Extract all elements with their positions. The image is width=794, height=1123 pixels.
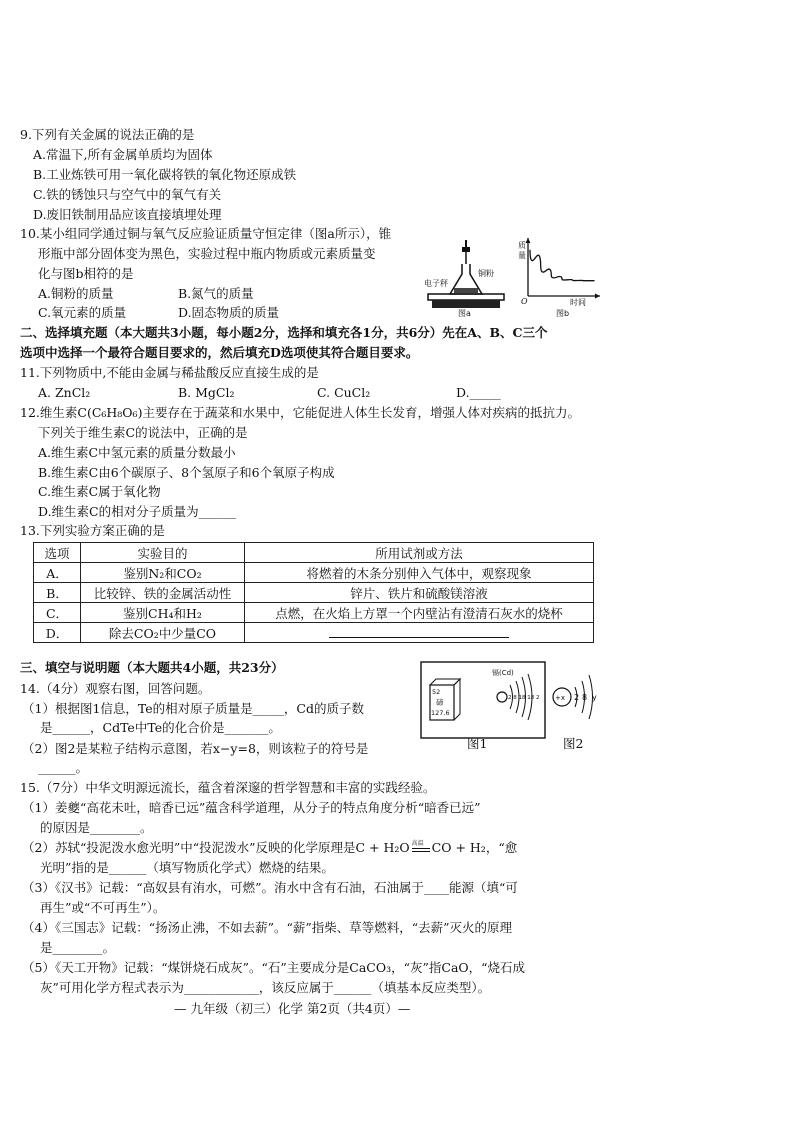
q12-stem-line2: 下列关于维生素C的说法中，正确的是 (38, 425, 248, 440)
table-cell: C． (34, 603, 81, 623)
q13-table (33, 542, 594, 643)
table-row (34, 563, 594, 583)
cd-label: 镉(Cd) (492, 669, 514, 677)
q15-part2-line2: 光明”指的是______（填写物质化学式）燃烧的结果。 (40, 860, 334, 875)
q15-part1-line1: （1）姜夔“高花未吐，暗香已远”蕴含科学道理，从分子的特点角度分析“暗香已远” (22, 800, 481, 815)
q13-stem: 13.下列实验方案正确的是 (20, 523, 165, 538)
q14-stem: 14.（4分）观察右图，回答问题。 (20, 681, 211, 696)
figure-a-scale-label: 电子秤 (424, 279, 448, 288)
shell-3-electrons: y (592, 693, 597, 702)
q14-part2-line1: （2）图2是某粒子结构示意图，若x−y=8，则该粒子的符号是 (22, 741, 369, 756)
cd-shell-counts: 2 8 18 18 2 (508, 695, 540, 701)
figure-1-element-cell (420, 661, 546, 739)
q10-stem-line3: 化与图b相符的是 (38, 266, 134, 281)
q9-option-d: D.废旧铁制用品应该直接填埋处理 (33, 207, 222, 222)
figure-a-apparatus (418, 236, 508, 318)
q15-stem: 15.（7分）中华文明源远流长，蕴含着深邃的哲学智慧和丰富的实践经验。 (20, 780, 436, 795)
table-cell: D． (34, 623, 81, 643)
q12-option-a: A.维生素C中氢元素的质量分数最小 (38, 445, 236, 460)
figure-1-caption: 图1 (467, 736, 488, 751)
q11-option-a: A. ZnCl₂ (38, 385, 91, 400)
page-footer: — 九年级（初三）化学 第2页（共4页）— (174, 1001, 411, 1016)
figure-b-caption: 图b (556, 309, 570, 318)
table-cell: 将燃着的木条分别伸入气体中，观察现象 (245, 563, 594, 583)
table-cell: A． (34, 563, 81, 583)
table-cell: 鉴别N₂和CO₂ (81, 563, 245, 583)
q15-part4-line1: （4）《三国志》记载：“扬汤止沸，不如去薪”。“薪”指柴、草等燃料，“去薪”灭火的原理 (22, 920, 513, 935)
q15-part2-line1 (22, 840, 517, 856)
nucleus-charge: +x (555, 694, 566, 702)
q15-part5-line2: 灰”可用化学方程式表示为____________，该反应属于______（填基本反应类型）。 (40, 980, 491, 995)
section-2-title-line1: 二、选择填充题（本大题共3小题，每小题2分，选择和填充各1分，共6分）先在A、B、C三个 (20, 325, 548, 340)
q11-option-d: D._____ (456, 385, 501, 400)
table-row (34, 623, 594, 643)
figure-2-particle-diagram (550, 664, 600, 734)
q9-option-a: A.常温下,所有金属单质均为固体 (33, 147, 213, 162)
figure-b-chart (514, 236, 604, 318)
table-header-cell: 实验目的 (81, 543, 245, 563)
figure-b-origin: O (521, 297, 528, 306)
q14-part1-line1: （1）根据图1信息，Te的相对原子质量是_____，Cd的质子数 (22, 701, 364, 716)
q11-option-c: C. CuCl₂ (317, 385, 371, 400)
q15-part3-line2: 再生”或“不可再生”）。 (40, 900, 166, 915)
element-name: 碲 (436, 698, 444, 707)
figure-a-caption: 图a (458, 309, 471, 318)
q10-option-c: C.氧元素的质量 (38, 305, 127, 320)
q12-option-b: B.维生素C由6个碳原子、8个氢原子和6个氧原子构成 (38, 465, 335, 480)
q15-part3-line1: （3）《汉书》记载：“高奴县有洧水，可燃”。洧水中含有石油，石油属于____能源（填“可 (22, 880, 518, 895)
q15-part4-line2: 是________。 (40, 940, 116, 955)
q12-stem-line1: 12.维生素C(C₆H₈O₆)主要存在于蔬菜和水果中，它能促进人体生长发育，增强人体对疾病的抵抗力。 (20, 405, 580, 420)
q15-part1-line2: 的原因是________。 (40, 820, 153, 835)
q10-option-a: A.铜粉的质量 (38, 286, 114, 301)
figure-a-powder-label: 铜粉 (478, 269, 494, 278)
q9-stem: 9.下列有关金属的说法正确的是 (20, 127, 195, 142)
shell-1-electrons: 2 (574, 693, 580, 702)
equals-line-top (412, 848, 430, 849)
table-cell: 除去CO₂中少量CO (81, 623, 245, 643)
section-3-title: 三、填空与说明题（本大题共4小题，共23分） (20, 660, 284, 675)
q9-option-b: B.工业炼铁可用一氧化碳将铁的氧化物还原成铁 (33, 167, 297, 182)
section-2-title-line2: 选项中选择一个最符合题目要求的，然后填充D选项使其符合题目要求。 (20, 345, 419, 360)
q15-part5-line1: （5）《天工开物》记载：“煤饼烧石成灰”。“石”主要成分是CaCO₃，“灰”指CaO，“烧石成 (22, 960, 526, 975)
q15-part2-equation-right: CO + H₂，“愈 (431, 840, 518, 855)
figure-b-series-line (530, 250, 594, 281)
table-cell: B． (34, 583, 81, 603)
q12-option-c: C.维生素C属于氧化物 (38, 484, 161, 499)
answer-blank (329, 625, 509, 638)
table-header-row (34, 543, 594, 563)
q14-part2-line2: ______。 (38, 760, 89, 775)
q11-option-b: B. MgCl₂ (178, 385, 235, 400)
q10-option-b: B.氮气的质量 (178, 286, 254, 301)
q9-option-c: C.铁的锈蚀只与空气中的氧气有关 (33, 187, 222, 202)
table-row (34, 583, 594, 603)
table-cell: 比较锌、铁的金属活动性 (81, 583, 245, 603)
table-cell (245, 623, 594, 643)
table-cell: 点燃，在火焰上方罩一个内壁沾有澄清石灰水的烧杯 (245, 603, 594, 623)
q10-stem-line1: 10.某小组同学通过铜与氧气反应验证质量守恒定律（图a所示），锥 (20, 226, 392, 241)
q10-option-d: D.固态物质的质量 (178, 305, 280, 320)
q12-option-d: D.维生素C的相对分子质量为______ (38, 504, 237, 519)
equals-line-bottom (412, 851, 430, 852)
element-mass: 127.6 (431, 709, 450, 717)
table-cell: 锌片、铁片和硫酸镁溶液 (245, 583, 594, 603)
element-number: 52 (432, 688, 441, 696)
q10-stem-line2: 形瓶中部分固体变为黑色，实验过程中瓶内物质或元素质量变 (38, 246, 376, 261)
table-cell: 鉴别CH₄和H₂ (81, 603, 245, 623)
shell-2-electrons: 8 (582, 693, 588, 702)
figure-b-ylabel-2: 量 (518, 251, 526, 260)
figure-2-caption: 图2 (563, 736, 584, 751)
reaction-condition (410, 840, 432, 856)
q11-stem: 11.下列物质中,不能由金属与稀盐酸反应直接生成的是 (20, 365, 319, 380)
table-header-cell: 所用试剂或方法 (245, 543, 594, 563)
table-header-cell: 选项 (34, 543, 81, 563)
reaction-condition-label: 高温 (411, 840, 424, 847)
figure-b-xlabel: 时间 (570, 298, 586, 307)
figure-b-ylabel-1: 质 (518, 241, 526, 250)
q15-part2-equation-left: （2）苏轼“投泥泼水愈光明”中“投泥泼水”反映的化学原理是C + H₂O (22, 840, 410, 855)
q14-part1-line2: 是______，CdTe中Te的化合价是_______。 (40, 720, 281, 735)
table-row (34, 603, 594, 623)
